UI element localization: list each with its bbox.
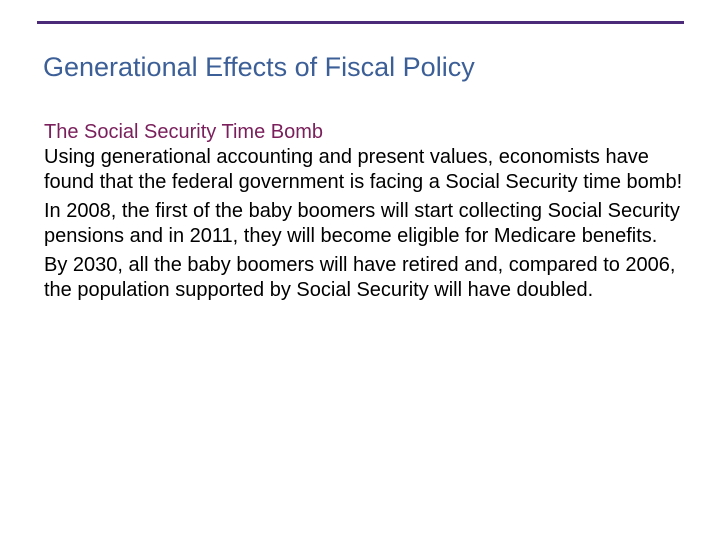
- paragraph-baby-boomers-2030: By 2030, all the baby boomers will have retired and, compared to 2006, the population supported by Social Security will have doubled.: [44, 254, 676, 301]
- top-divider: [37, 21, 684, 24]
- subheading: The Social Security Time Bomb: [44, 121, 323, 143]
- slide-body: [44, 120, 684, 303]
- slide-title: Generational Effects of Fiscal Policy: [43, 52, 475, 82]
- paragraph-baby-boomers-2008: In 2008, the first of the baby boomers will start collecting Social Security pensions and in 2011, they will become eligible for Medicare benefits.: [44, 200, 680, 247]
- paragraph-generational-accounting: Using generational accounting and present values, economists have found that the federal government is facing a Social Security time bomb!: [44, 146, 683, 193]
